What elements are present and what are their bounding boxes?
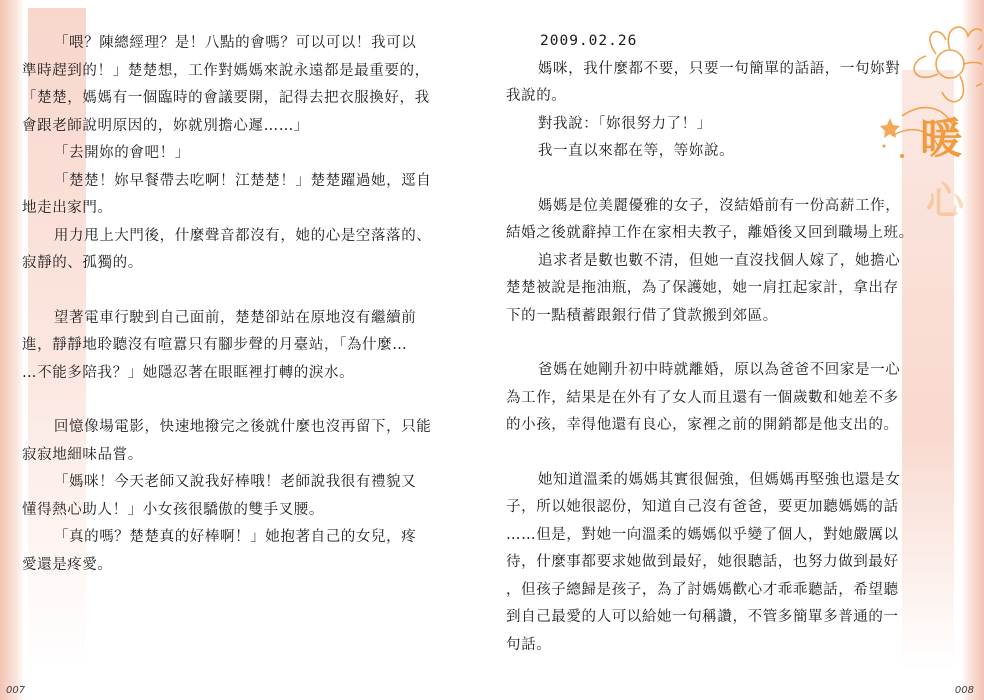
text-line: 句話。 <box>506 636 552 653</box>
left-page-text <box>22 30 492 579</box>
diary-date: 2009.02.26 <box>540 33 638 49</box>
left-page-number: 007 <box>6 685 26 696</box>
text-line: 下的一點積蓄跟銀行借了貸款搬到郊區。 <box>506 307 778 324</box>
text-line: 「喂？陳總經理？是！八點的會嗎？可以可以！我可以 <box>53 35 417 51</box>
text-line: 媽咪，我什麼都不要，只要一句簡單的話語，一句妳對 <box>537 60 901 77</box>
text-line: 望著電車行駛到自己面前，楚楚卻站在原地沒有繼續前 <box>53 309 417 326</box>
text-line: 的小孩，幸得他還有良心，家裡之前的開銷都是他支出的。 <box>506 417 899 433</box>
text-line: 「楚楚！妳早餐帶去吃啊！江楚楚！」楚楚躍過她，逕自 <box>53 172 432 189</box>
text-line: 會跟老師說明原因的，妳就別擔心遲……」 <box>22 117 309 134</box>
text-line: 地走出家門。 <box>22 200 113 216</box>
text-line: 我說的。 <box>506 88 567 104</box>
paragraph-gap <box>506 330 974 357</box>
text-line: 為工作，結果是在外有了女人而且還有一個歲數和她差不多 <box>506 389 899 406</box>
text-line: 回憶像場電影，快速地撥完之後就什麼也沒再留下，只能 <box>53 419 432 435</box>
text-line: 準時趕到的！」楚楚想，工作對媽媽來說永遠都是最重要的， <box>22 62 430 79</box>
text-line: 我一直以來都在等，等妳說。 <box>537 143 735 159</box>
paragraph-gap <box>22 387 492 414</box>
text-line: 追求者是數也數不清，但她一直沒找個人嫁了，她擔心 <box>537 252 901 269</box>
text-line: 爸媽在她剛升初中時就離婚，原以為爸爸不回家是一心 <box>537 362 901 378</box>
paragraph-gap <box>22 278 492 305</box>
text-line: 「真的嗎？楚楚真的好棒啊！」她抱著自己的女兒，疼 <box>53 529 417 545</box>
text-line: 待，什麼事都要求她做到最好，她很聽話，也努力做到最好 <box>506 554 899 570</box>
text-line: 「去開妳的會吧！」 <box>53 145 190 161</box>
text-line: 「楚楚，媽媽有一個臨時的會議要開，記得去把衣服換好，我 <box>22 90 430 106</box>
decorative-character-warm: 暖 <box>919 114 962 163</box>
decorative-character-heart: 心 <box>925 179 964 223</box>
text-line: 愛還是疼愛。 <box>22 556 113 573</box>
text-line: 對我說：「妳很努力了！」 <box>537 115 712 132</box>
text-line: 「媽咪！今天老師又說我好棒哦！老師說我很有禮貌又 <box>53 474 417 490</box>
text-line: 楚楚被說是拖油瓶，為了保護她，她一肩扛起家計，拿出存 <box>506 280 899 296</box>
text-line: ，但孩子總歸是孩子，為了討媽媽歡心才乖乖聽話，希望聽 <box>506 581 899 598</box>
text-line: 用力甩上大門後，什麼聲音都沒有，她的心是空落落的、 <box>53 227 432 244</box>
text-line: 懂得熱心助人！」小女孩很驕傲的雙手叉腰。 <box>22 501 324 518</box>
text-line: 結婚之後就辭掉工作在家相夫教子，離婚後又回到職場上班。 <box>506 225 914 241</box>
text-line: 子，所以她很認份，知道自己沒有爸爸，要更加聽媽媽的話 <box>506 499 899 515</box>
text-line: 她知道溫柔的媽媽其實很倔強，但媽媽再堅強也還是女 <box>537 471 901 488</box>
left-page-edge <box>0 0 24 700</box>
text-line: 進，靜靜地聆聽沒有喧囂只有腳步聲的月臺站，「為什麼… <box>22 337 408 353</box>
text-line: 媽媽是位美麗優雅的女子，沒結婚前有一份高薪工作， <box>537 197 901 214</box>
text-line: 寂靜的、孤獨的。 <box>22 255 143 271</box>
text-line: 寂寂地細味品嘗。 <box>22 446 143 463</box>
paragraph-gap <box>506 440 974 467</box>
text-line: 到自己最愛的人可以給她一句稱讚，不管多簡單多普通的一 <box>506 609 899 625</box>
text-line: …不能多陪我？」她隱忍著在眼眶裡打轉的淚水。 <box>22 364 355 381</box>
text-line: ……但是，對她一向溫柔的媽媽似乎變了個人，對她嚴厲以 <box>506 526 899 543</box>
right-page-number: 008 <box>954 685 974 696</box>
